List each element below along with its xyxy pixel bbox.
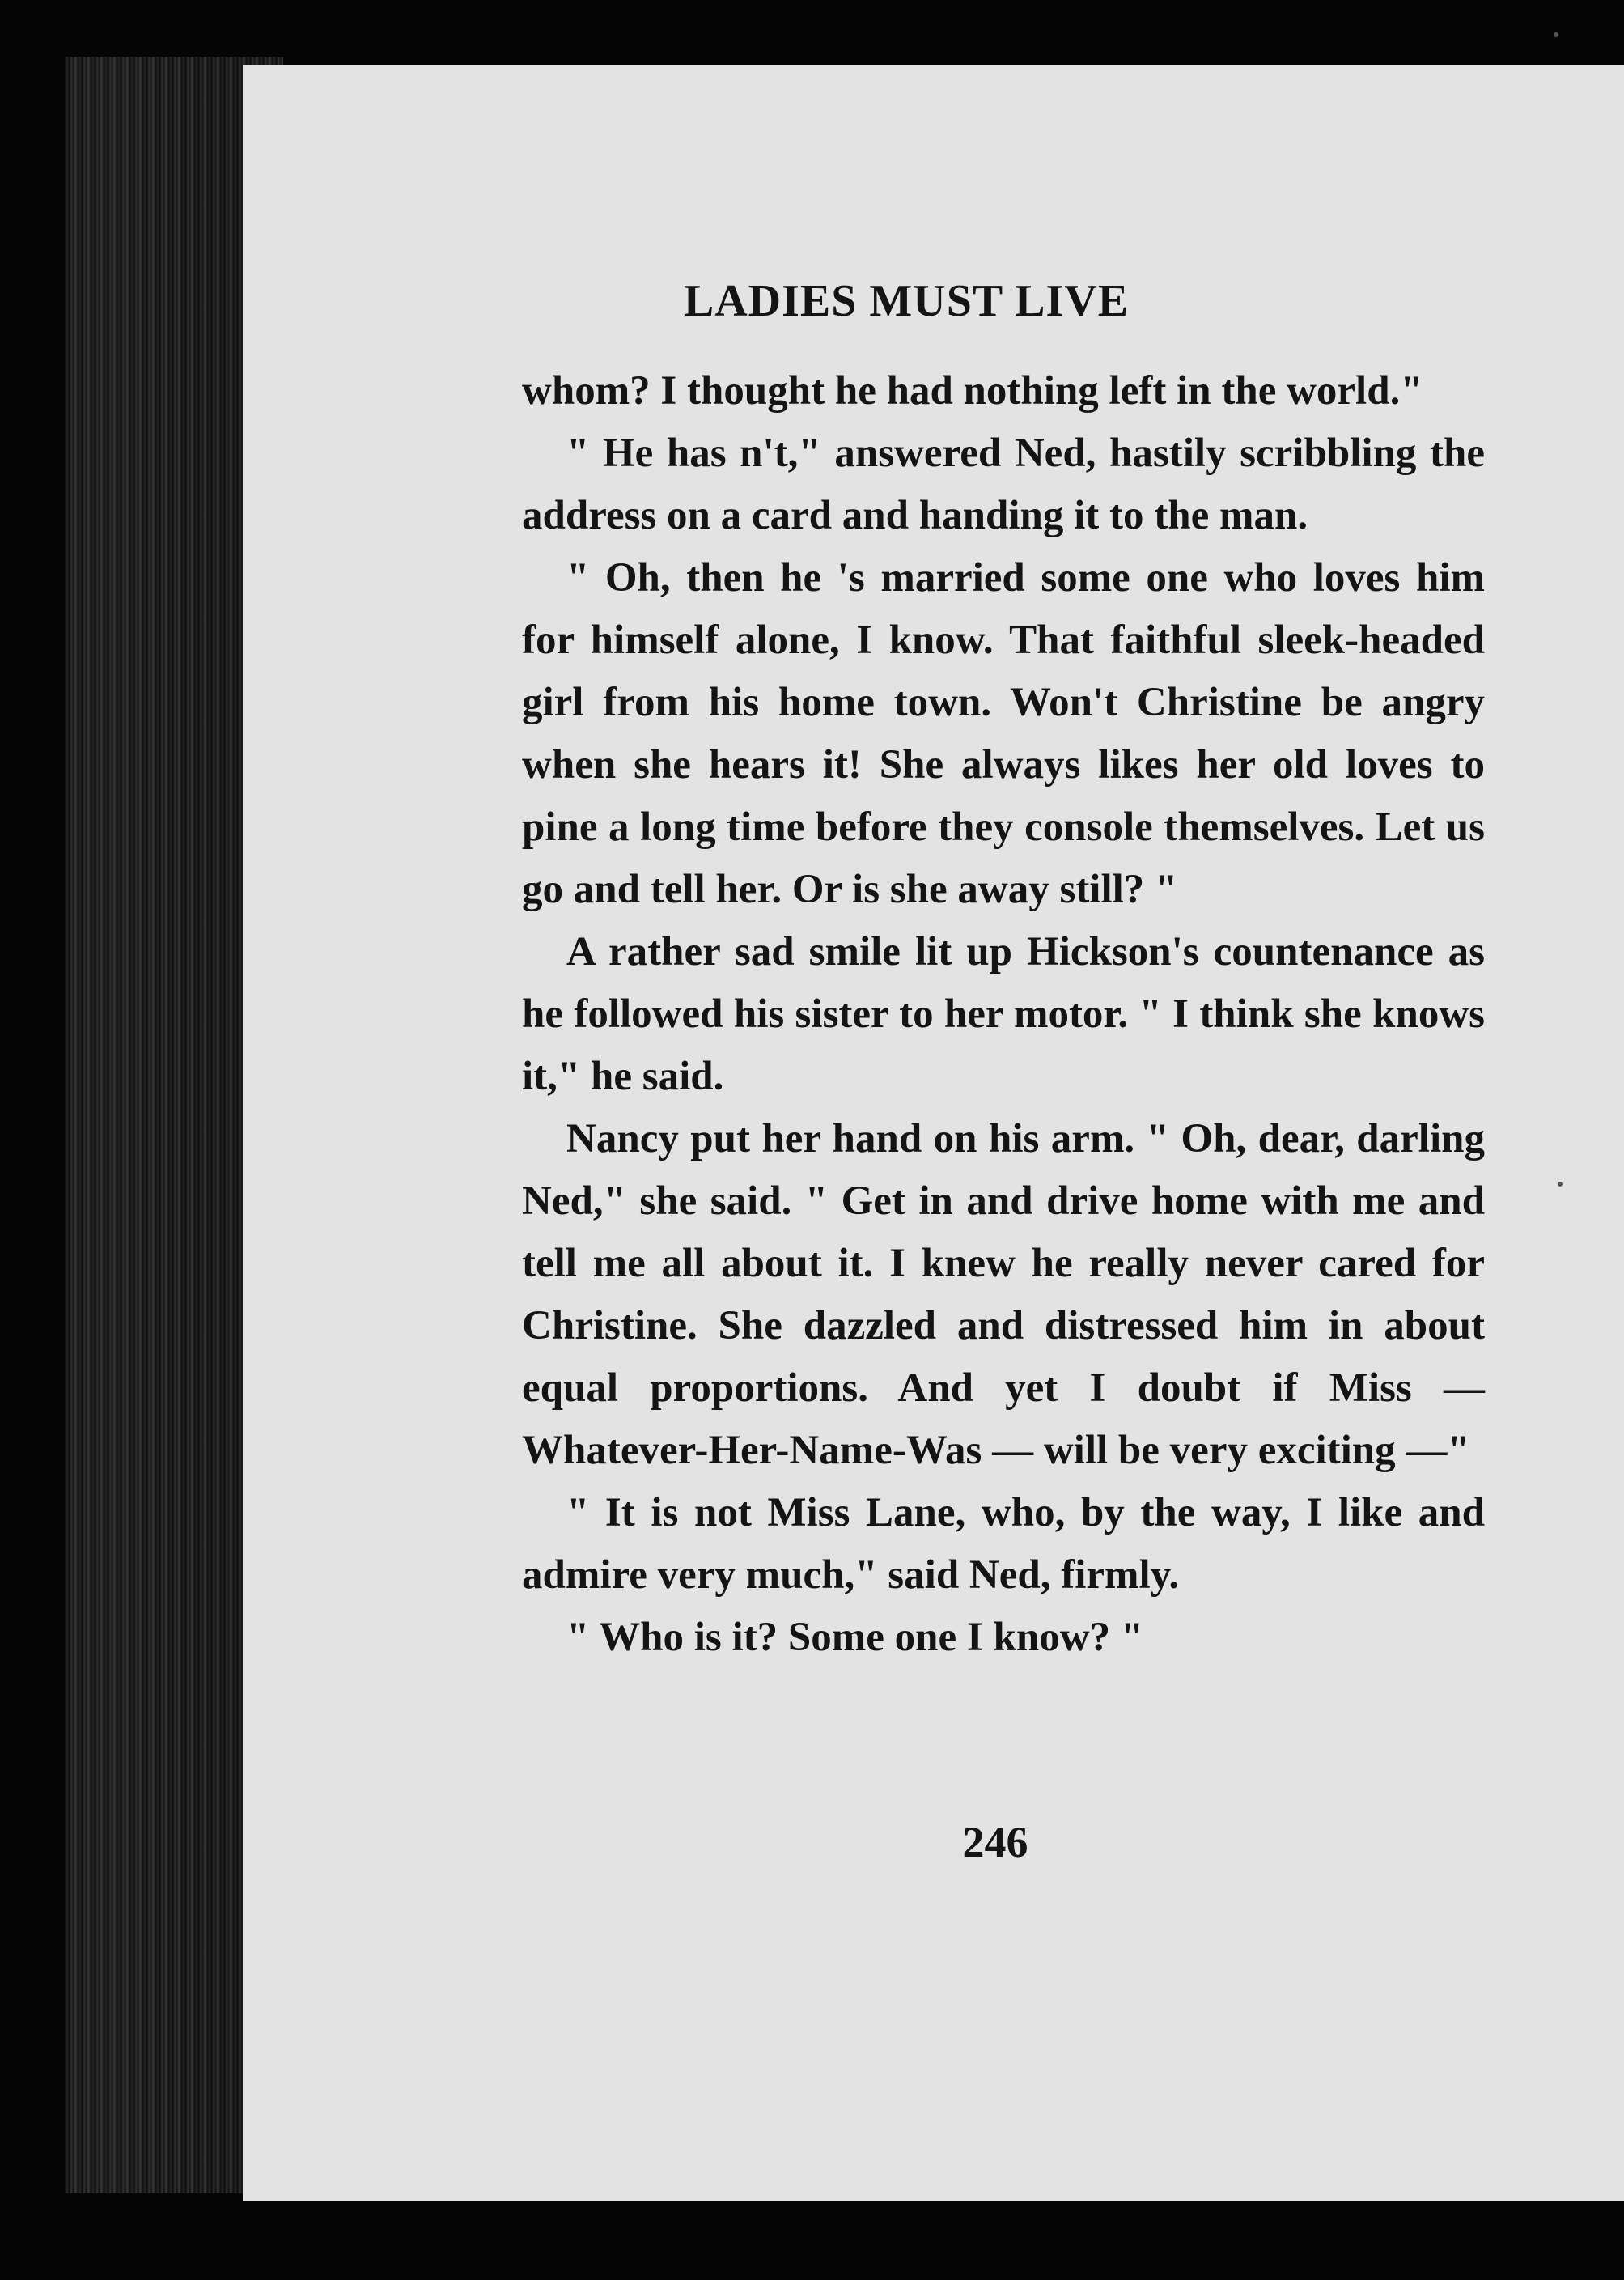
paragraph: whom? I thought he had nothing left in the world.": [522, 368, 1423, 414]
paragraph: A rather sad smile lit up Hickson's countenance as he followed his sister to her motor. " I think she knows it," he said.: [522, 929, 1485, 1099]
scan-speck: [1554, 32, 1558, 37]
running-head: LADIES MUST LIVE: [683, 276, 1130, 326]
paragraph: Nancy put her hand on his arm. " Oh, dear, darling Ned," she said. " Get in and drive home with me and tell me all about it. I knew he really never cared for Christine. She dazzled and distressed him in about equal proportions. And yet I doubt if Miss — Whatever-Her-Name-Was — will be very exciting —": [522, 1116, 1485, 1473]
body-text: [522, 360, 1485, 1669]
paragraph: " Who is it? Some one I know? ": [566, 1615, 1144, 1660]
page-number: 246: [962, 1818, 1028, 1866]
paragraph: " It is not Miss Lane, who, by the way, I like and admire very much," said Ned, firmly.: [522, 1490, 1485, 1598]
scan-speck: [1558, 1182, 1563, 1187]
paragraph: " He has n't," answered Ned, hastily scribbling the address on a card and handing it to the man.: [522, 431, 1485, 538]
paragraph: " Oh, then he 's married some one who loves him for himself alone, I know. That faithful sleek-headed girl from his home town. Won't Christine be angry when she hears it! She always likes her old loves to pine a long time before they console themselves. Let us go and tell her. Or is she away still? ": [522, 555, 1485, 912]
